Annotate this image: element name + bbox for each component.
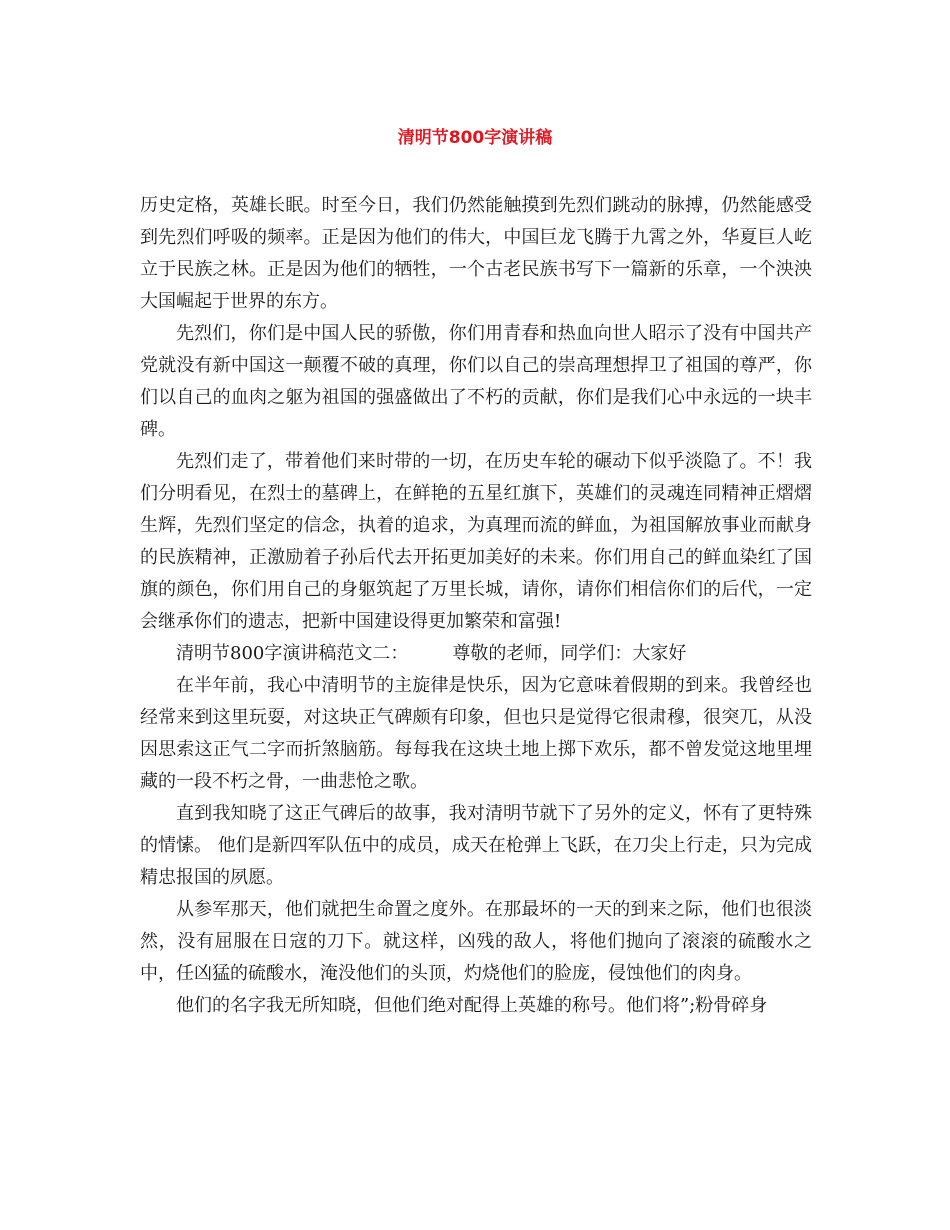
paragraph: 先烈们走了，带着他们来时带的一切，在历史车轮的碾动下似乎淡隐了。不！我们分明看见，在烈士的墓碑上，在鲜艳的五星红旗下，英雄们的灵魂连同精神正熠熠生辉，先烈们坚定的信念，执着的追求，为真理而流的鲜血，为祖国解放事业而献身的民族精神，正激励着子孙后代去开拓更加美好的未来。你们用自己的鲜血染红了国旗的颜色，你们用自己的身躯筑起了万里长城，请你，请你们相信你们的后代，一定会继承你们的遗志，把新中国建设得更加繁荣和富强! <box>140 451 812 632</box>
document-body <box>140 190 812 1022</box>
section-heading-line <box>140 638 812 670</box>
paragraph: 从参军那天，他们就把生命置之度外。在那最坏的一天的到来之际，他们也很淡然，没有屈服在日寇的刀下。就这样，凶残的敌人，将他们抛向了滚滚的硫酸水之中，任凶猛的硫酸水，淹没他们的头顶，灼烧他们的脸庞，侵蚀他们的肉身。 <box>140 899 812 984</box>
paragraph: 历史定格，英雄长眠。时至今日，我们仍然能触摸到先烈们跳动的脉搏，仍然能感受到先烈们呼吸的频率。正是因为他们的伟大，中国巨龙飞腾于九霄之外，华夏巨人屹立于民族之林。正是因为他们的牺牲，一个古老民族书写下一篇新的乐章，一个泱泱大国崛起于世界的东方。 <box>140 195 812 312</box>
section-heading: 清明节800字演讲稿范文二： <box>176 643 409 664</box>
paragraph: 先烈们，你们是中国人民的骄傲，你们用青春和热血向世人昭示了没有中国共产党就没有新中国这一颠覆不破的真理，你们以自己的崇高理想捍卫了祖国的尊严，你们以自己的血肉之躯为祖国的强盛做出了不朽的贡献，你们是我们心中永远的一块丰碑。 <box>140 323 812 440</box>
paragraph: 直到我知晓了这正气碑后的故事，我对清明节就下了另外的定义，怀有了更特殊的情愫。 他们是新四军队伍中的成员，成天在枪弹上飞跃，在刀尖上行走，只为完成精忠报国的夙愿。 <box>140 803 812 888</box>
document-title: 清明节800字演讲稿 <box>397 128 553 148</box>
greeting-text: 尊敬的老师，同学们：大家好 <box>452 643 687 664</box>
paragraph: 他们的名字我无所知晓，但他们绝对配得上英雄的称号。他们将”;粉骨碎身 <box>176 995 768 1016</box>
paragraph: 在半年前，我心中清明节的主旋律是快乐，因为它意味着假期的到来。我曾经也经常来到这里玩耍，对这块正气碑颇有印象，但也只是觉得它很肃穆，很突兀，从没因思索这正气二字而折煞脑筋。每每我在这块土地上掷下欢乐，都不曾发觉这地里埋藏的一段不朽之骨，一曲悲怆之歌。 <box>140 675 812 792</box>
